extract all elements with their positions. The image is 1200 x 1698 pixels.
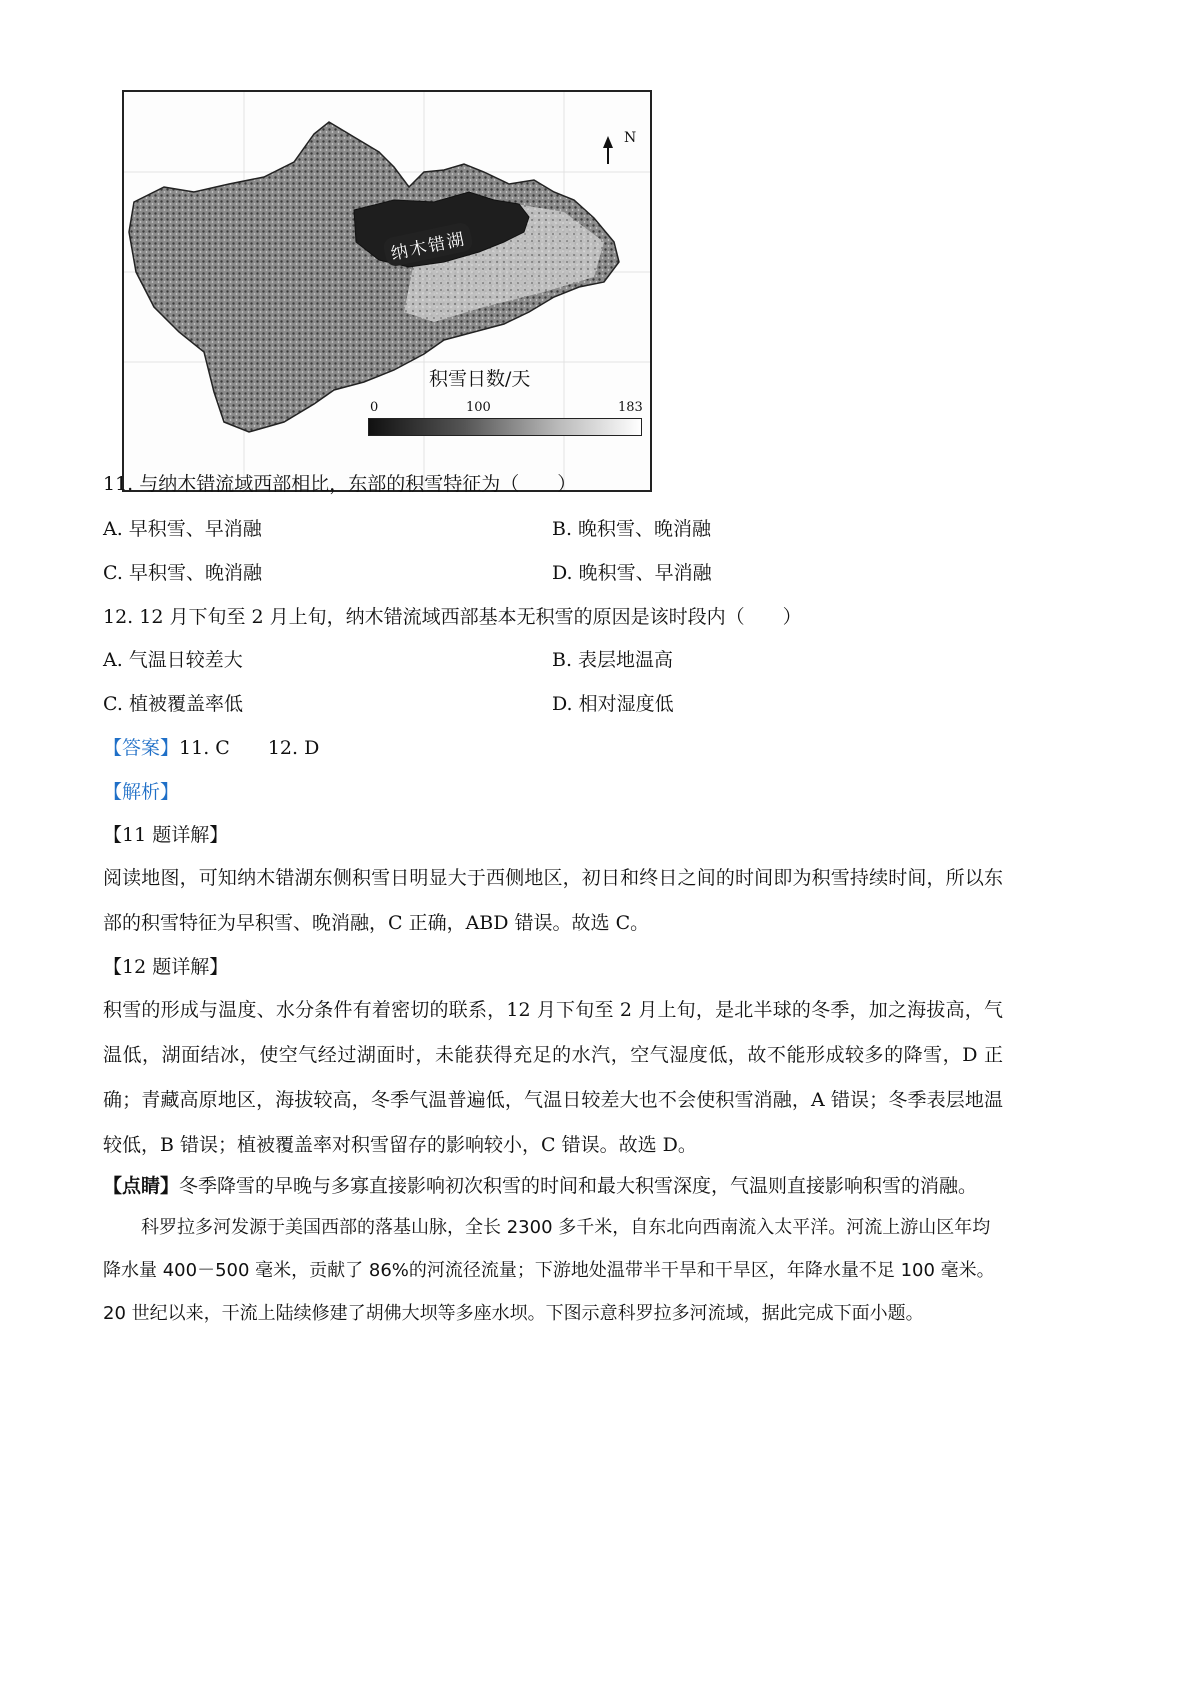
q12-option-b: B. 表层地温高 (552, 649, 674, 671)
q12-option-a: A. 气温日较差大 (103, 649, 243, 671)
q12-option-d: D. 相对湿度低 (552, 693, 674, 715)
analysis-tag: 【解析】 (103, 781, 180, 803)
q12-option-c: C. 植被覆盖率低 (103, 693, 243, 715)
pointer-tag: 【点睛】 (103, 1175, 180, 1197)
legend-tick-0: 0 (370, 400, 379, 415)
legend-tick-183: 183 (618, 400, 643, 415)
detail-12-heading: 【12 题详解】 (103, 956, 229, 978)
legend-tick-100: 100 (466, 400, 491, 415)
detail-11-text: 阅读地图，可知纳木错湖东侧积雪日明显大于西侧地区，初日和终日之间的时间即为积雪持续时间，所以东部的积雪特征为早积雪、晚消融，C 正确，ABD 错误。故选 C。 (103, 867, 1003, 934)
pointer-line (103, 1172, 977, 1200)
question-11-stem: 11. 与纳木错流域西部相比，东部的积雪特征为（ ） (103, 473, 577, 495)
detail-11-heading: 【11 题详解】 (103, 824, 229, 846)
answer-tag: 【答案】 (103, 737, 180, 759)
q11-option-a: A. 早积雪、早消融 (103, 518, 262, 540)
q11-option-d: D. 晚积雪、早消融 (552, 562, 712, 584)
pointer-text: 冬季降雪的早晚与多寡直接影响初次积雪的时间和最大积雪深度，气温则直接影响积雪的消融。 (179, 1175, 978, 1197)
colorado-passage: 科罗拉多河发源于美国西部的落基山脉，全长 2300 多千米，自东北向西南流入太平洋。河流上游山区年均降水量 400－500 毫米，贡献了 86%的河流径流量；下游地处温带半干旱和干旱区，年降水量不足 100 毫米。20 世纪以来，干流上陆续修建了胡佛大坝等多座水坝。下图示意科罗拉多河流域，据此完成下面小题。 (103, 1217, 995, 1324)
question-12-stem: 12. 12 月下旬至 2 月上旬，纳木错流域西部基本无积雪的原因是该时段内（ ） (103, 606, 802, 628)
snow-cover-map (122, 90, 652, 492)
answer-line (103, 734, 319, 762)
detail-12-text: 积雪的形成与温度、水分条件有着密切的联系，12 月下旬至 2 月上旬，是北半球的冬季，加之海拔高，气温低，湖面结冰，使空气经过湖面时，未能获得充足的水汽，空气湿度低，故不能形成较多的降雪，D 正确；青藏高原地区，海拔较高，冬季气温普遍低，气温日较差大也不会使积雪消融，A 错误；冬季表层地温较低，B 错误；植被覆盖率对积雪留存的影响较小，C 错误。故选 D。 (103, 999, 1003, 1156)
answer-11: 11. C (179, 737, 230, 759)
answer-12: 12. D (267, 737, 320, 759)
q11-option-b: B. 晚积雪、晚消融 (552, 518, 712, 540)
q11-option-c: C. 早积雪、晚消融 (103, 562, 262, 584)
legend-color-bar (368, 418, 642, 436)
lake-label: 纳木错湖 (382, 221, 474, 268)
north-arrow-label: N (624, 130, 637, 146)
legend-title: 积雪日数/天 (429, 368, 531, 390)
